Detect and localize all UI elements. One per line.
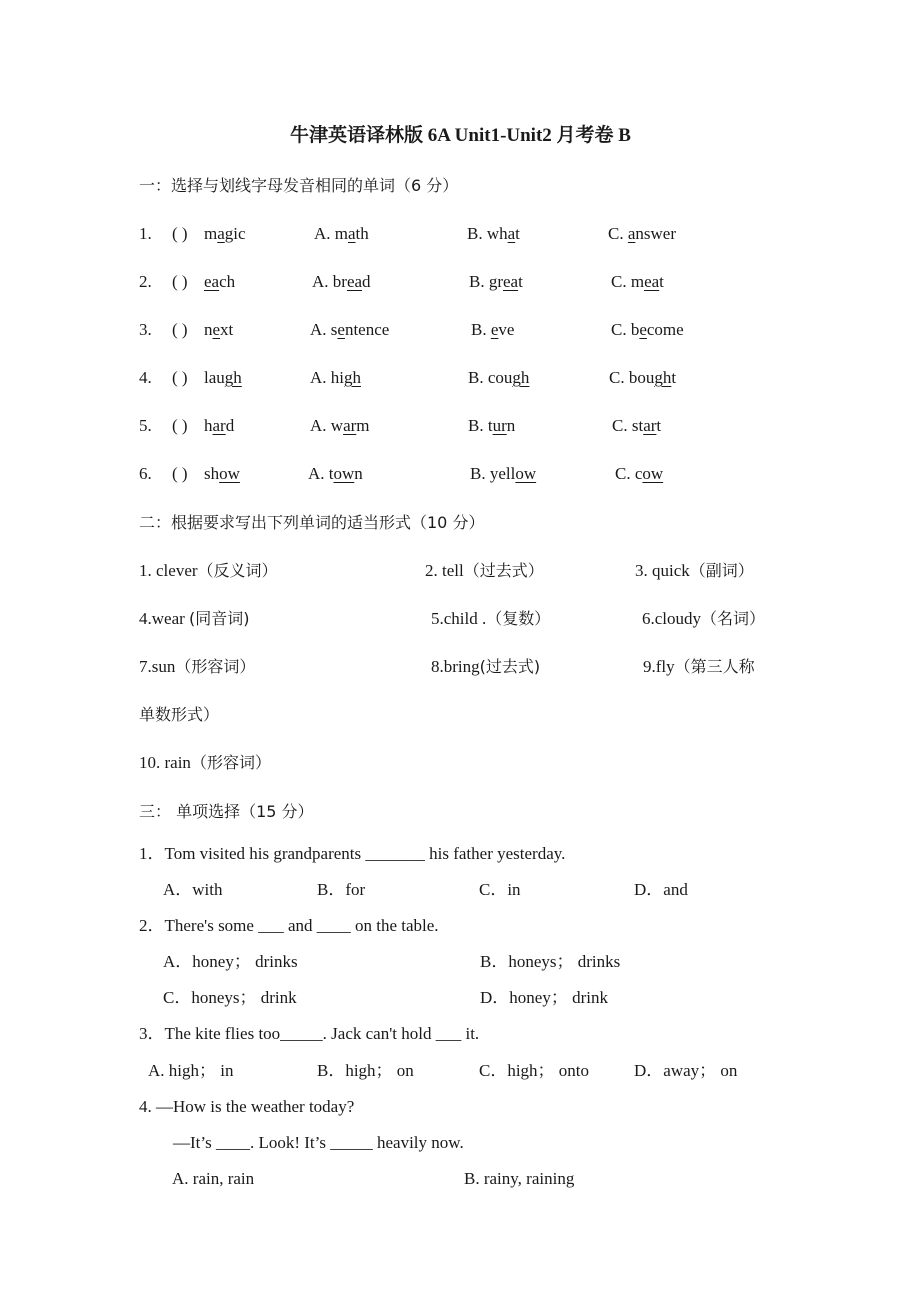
word-text: xt (220, 320, 234, 339)
word-form-item (431, 608, 550, 630)
word-form-item (635, 560, 754, 582)
underlined-letters: ea (644, 272, 660, 291)
answer-blank[interactable]: ( ) (172, 272, 188, 291)
target-word (204, 367, 242, 389)
underlined-letters: ow (515, 464, 537, 483)
target-word (204, 463, 240, 485)
word-text: lau (204, 368, 225, 387)
word-form-item (139, 608, 250, 630)
word-text: A. m (314, 224, 348, 243)
answer-blank[interactable]: ( ) (172, 416, 188, 435)
item-requirement: (过去式) (479, 657, 541, 676)
option-c (608, 223, 676, 245)
word-text: t (518, 272, 523, 291)
underlined-letters: ea (346, 272, 363, 291)
word-text: m (204, 224, 218, 243)
section2-heading: 二：根据要求写出下列单词的适当形式（10 分） (139, 513, 485, 532)
question-number: 1. (139, 224, 152, 243)
item-requirement: （过去式） (463, 561, 544, 580)
target-word (204, 415, 234, 437)
option-c (615, 463, 663, 485)
item-word: 3. quick (635, 561, 690, 580)
item-word: 8.bring (431, 657, 480, 676)
word-form-item (642, 608, 765, 630)
underlined-letters: ur (492, 416, 507, 435)
question-stem: 2．There's some ___ and ____ on the table. (139, 916, 439, 935)
word-form-item (139, 560, 278, 582)
item-requirement: （形容词） (190, 753, 271, 772)
item-requirement: （形容词） (175, 657, 256, 676)
option-d[interactable]: D．honey； drink (480, 988, 608, 1007)
word-text: B. cou (468, 368, 513, 387)
word-text: d (362, 272, 371, 291)
word-text: A. t (308, 464, 334, 483)
underlined-letters: a (348, 224, 356, 243)
word-text: C. bou (609, 368, 655, 387)
word-form-item (431, 656, 540, 678)
underlined-letters: gh (344, 368, 361, 387)
word-text: d (225, 416, 235, 435)
option-b (471, 319, 514, 341)
word-text: B. yell (470, 464, 516, 483)
option-a[interactable]: A. high； in (148, 1061, 234, 1080)
section3-heading: 三： 单项选择（15 分） (139, 802, 314, 821)
underlined-letters: a (627, 224, 636, 243)
underlined-letters: gh (224, 368, 242, 387)
underlined-letters: gh (512, 368, 530, 387)
answer-blank[interactable]: ( ) (172, 320, 188, 339)
option-a[interactable]: A．honey； drinks (163, 952, 298, 971)
underlined-letters: ow (219, 464, 240, 483)
item-requirement: （反义词） (197, 561, 278, 580)
underlined-letters: ow (333, 464, 355, 483)
word-form-continuation: 单数形式） (139, 705, 220, 724)
underlined-letters: ea (204, 272, 220, 291)
question-number: 2. (139, 272, 152, 291)
item-word: 6.cloudy (642, 609, 702, 628)
word-text: t (515, 224, 520, 243)
option-b (468, 367, 529, 389)
underlined-letters: e (337, 320, 345, 339)
option-c (611, 271, 664, 293)
underlined-letters: a (507, 224, 516, 243)
word-text: th (355, 224, 369, 243)
option-b[interactable]: B. rainy, raining (464, 1169, 575, 1188)
word-text: ch (219, 272, 236, 291)
word-text: t (656, 416, 662, 435)
word-text: n (204, 320, 213, 339)
item-word: 9.fly (643, 657, 675, 676)
underlined-letters: ea (503, 272, 519, 291)
item-word: 10. rain (139, 753, 191, 772)
word-text: nswer (635, 224, 676, 243)
question-number: 6. (139, 464, 152, 483)
option-c (609, 367, 676, 389)
page-title: 牛津英语译林版 6A Unit1-Unit2 月考卷 B (290, 125, 631, 146)
option-a (312, 271, 371, 293)
word-form-item (425, 560, 544, 582)
word-text: C. (608, 224, 628, 243)
underlined-letters: ow (642, 464, 664, 483)
option-b[interactable]: B．high； on (317, 1061, 414, 1080)
word-text: n (506, 416, 516, 435)
word-text: B. wh (467, 224, 508, 243)
question-stem: 1．Tom visited his grandparents _______ his father yesterday. (139, 844, 566, 863)
word-text: t (659, 272, 664, 291)
word-text: B. (471, 320, 491, 339)
option-d[interactable]: D．away； on (634, 1061, 738, 1080)
underlined-letters: e (212, 320, 221, 339)
target-word (204, 271, 235, 293)
word-form-item (139, 656, 255, 678)
option-b (470, 463, 536, 485)
target-word (204, 319, 233, 341)
option-c[interactable]: C．honeys； drink (163, 988, 297, 1007)
item-requirement: （名词） (701, 609, 766, 628)
item-requirement: （复数） (486, 609, 551, 628)
section1-heading: 一：选择与划线字母发音相同的单词（6 分） (139, 176, 459, 195)
option-b (469, 271, 523, 293)
item-requirement: （副词） (689, 561, 754, 580)
option-a (310, 415, 370, 437)
answer-blank[interactable]: ( ) (172, 224, 188, 243)
word-text: A. w (310, 416, 344, 435)
word-text: m (356, 416, 370, 435)
option-a[interactable]: A. rain, rain (172, 1169, 255, 1188)
word-text: C. m (611, 272, 645, 291)
option-c[interactable]: C．in (479, 880, 521, 899)
option-a (310, 319, 389, 341)
underlined-letters: ar (643, 416, 657, 435)
option-c[interactable]: C．high； onto (479, 1061, 590, 1080)
underlined-letters: a (217, 224, 225, 243)
item-word: 1. clever (139, 561, 198, 580)
item-requirement: （第三人称 (674, 657, 755, 676)
word-text: ve (498, 320, 515, 339)
word-text: A. br (312, 272, 347, 291)
word-text: sh (204, 464, 220, 483)
option-c (612, 415, 661, 437)
word-text: h (204, 416, 213, 435)
word-form-item (139, 752, 271, 774)
underlined-letters: ar (343, 416, 357, 435)
option-b (468, 415, 515, 437)
item-word: 5.child . (431, 609, 487, 628)
word-form-item (643, 656, 755, 678)
option-a[interactable]: A．with (163, 880, 223, 899)
target-word (204, 223, 246, 245)
answer-blank[interactable]: ( ) (172, 464, 188, 483)
word-text: C. b (611, 320, 640, 339)
item-word: 7.sun (139, 657, 176, 676)
option-b[interactable]: B．for (317, 880, 366, 899)
word-text: A. hi (310, 368, 344, 387)
question-number: 3. (139, 320, 152, 339)
item-word: 4.wear (139, 609, 190, 628)
word-text: ntence (344, 320, 390, 339)
underlined-letters: gh (654, 368, 672, 387)
option-b (467, 223, 520, 245)
underlined-letters: e (490, 320, 499, 339)
word-text: t (671, 368, 677, 387)
word-text: B. gr (469, 272, 503, 291)
question-number: 5. (139, 416, 152, 435)
question-stem: 3．The kite flies too_____. Jack can't hold ___ it. (139, 1024, 480, 1043)
question-stem: 4. —How is the weather today? (139, 1097, 355, 1116)
question-stem-line2: —It’s ____. Look! It’s _____ heavily now. (173, 1133, 464, 1152)
question-number: 4. (139, 368, 152, 387)
word-text: B. t (468, 416, 493, 435)
word-text: C. st (612, 416, 644, 435)
option-a (308, 463, 363, 485)
option-a (310, 367, 361, 389)
underlined-letters: e (639, 320, 647, 339)
underlined-letters: ar (212, 416, 226, 435)
word-text: come (646, 320, 684, 339)
option-c (611, 319, 684, 341)
option-d[interactable]: D．and (634, 880, 688, 899)
option-a (314, 223, 369, 245)
item-requirement: (同音词) (189, 609, 250, 628)
word-text: A. s (310, 320, 338, 339)
word-text: C. c (615, 464, 643, 483)
word-text: gic (224, 224, 246, 243)
option-b[interactable]: B．honeys； drinks (480, 952, 621, 971)
item-word: 2. tell (425, 561, 464, 580)
answer-blank[interactable]: ( ) (172, 368, 188, 387)
word-text: n (354, 464, 363, 483)
